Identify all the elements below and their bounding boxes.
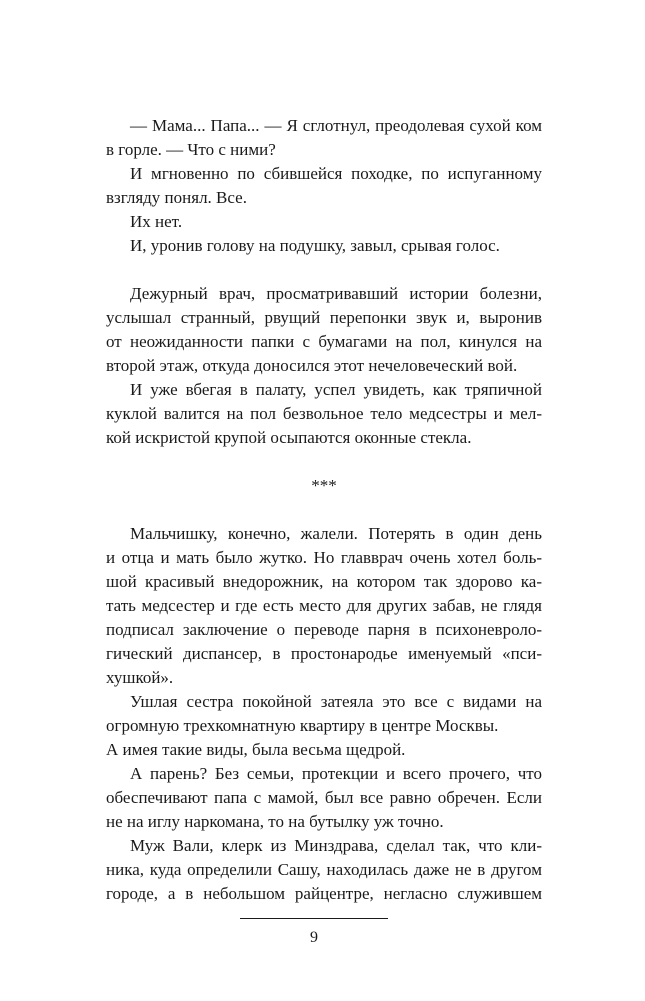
footer-rule bbox=[240, 918, 388, 919]
text-line: И мгновенно по сбившейся походке, по испуганному bbox=[130, 164, 542, 183]
text-line: Мальчишку, конечно, жалели. Потерять в один день bbox=[130, 524, 542, 543]
text-line: и отца и мать было жутко. Но главврач очень хотел боль- bbox=[106, 548, 542, 567]
text-line: второй этаж, откуда доносился этот нечеловеческий вой. bbox=[106, 356, 518, 375]
text-line: Ушлая сестра покойной затеяла это все с видами на bbox=[130, 692, 542, 711]
text-line: подписал заключение о переводе парня в психоневроло- bbox=[106, 620, 542, 639]
text-line: от неожиданности папки с бумагами на пол, кинулся на bbox=[106, 332, 542, 351]
text-line: Дежурный врач, просматривавший истории болезни, bbox=[130, 284, 542, 303]
text-line: куклой валится на пол безвольное тело медсестры и мел- bbox=[106, 404, 542, 423]
text-line: взгляду понял. Все. bbox=[106, 188, 247, 207]
text-line: ника, куда определили Сашу, находилась даже не в другом bbox=[106, 860, 542, 879]
text-line: услышал странный, рвущий перепонки звук и, выронив bbox=[106, 308, 542, 327]
text-line: Муж Вали, клерк из Минздрава, сделал так, что кли- bbox=[130, 836, 542, 855]
section-separator: *** bbox=[311, 476, 337, 495]
page-number: 9 bbox=[310, 929, 318, 946]
text-line: А имея такие виды, была весьма щедрой. bbox=[106, 740, 406, 759]
text-line: не на иглу наркомана, то на бутылку уж точно. bbox=[106, 812, 444, 831]
text-line: тать медсестер и где есть место для других забав, не глядя bbox=[106, 596, 542, 615]
text-line: И, уронив голову на подушку, завыл, срывая голос. bbox=[130, 236, 500, 255]
text-line: гический диспансер, в простонародье именуемый «пси- bbox=[106, 644, 542, 663]
text-line: городе, а в небольшом райцентре, негласно служившем bbox=[106, 884, 542, 903]
text-line: в горле. — Что с ними? bbox=[106, 140, 276, 159]
text-line: И уже вбегая в палату, успел увидеть, как тряпичной bbox=[130, 380, 542, 399]
text-line: шой красивый внедорожник, на котором так здорово ка- bbox=[106, 572, 542, 591]
text-line: хушкой». bbox=[106, 668, 174, 687]
text-line: А парень? Без семьи, протекции и всего прочего, что bbox=[130, 764, 542, 783]
text-line: — Мама... Папа... — Я сглотнул, преодолевая сухой ком bbox=[130, 116, 542, 135]
text-line: обеспечивают папа с мамой, был все равно обречен. Если bbox=[106, 788, 542, 807]
text-line: огромную трехкомнатную квартиру в центре Москвы. bbox=[106, 716, 499, 735]
text-line: Их нет. bbox=[130, 212, 183, 231]
text-line: кой искристой крупой осыпаются оконные стекла. bbox=[106, 428, 472, 447]
